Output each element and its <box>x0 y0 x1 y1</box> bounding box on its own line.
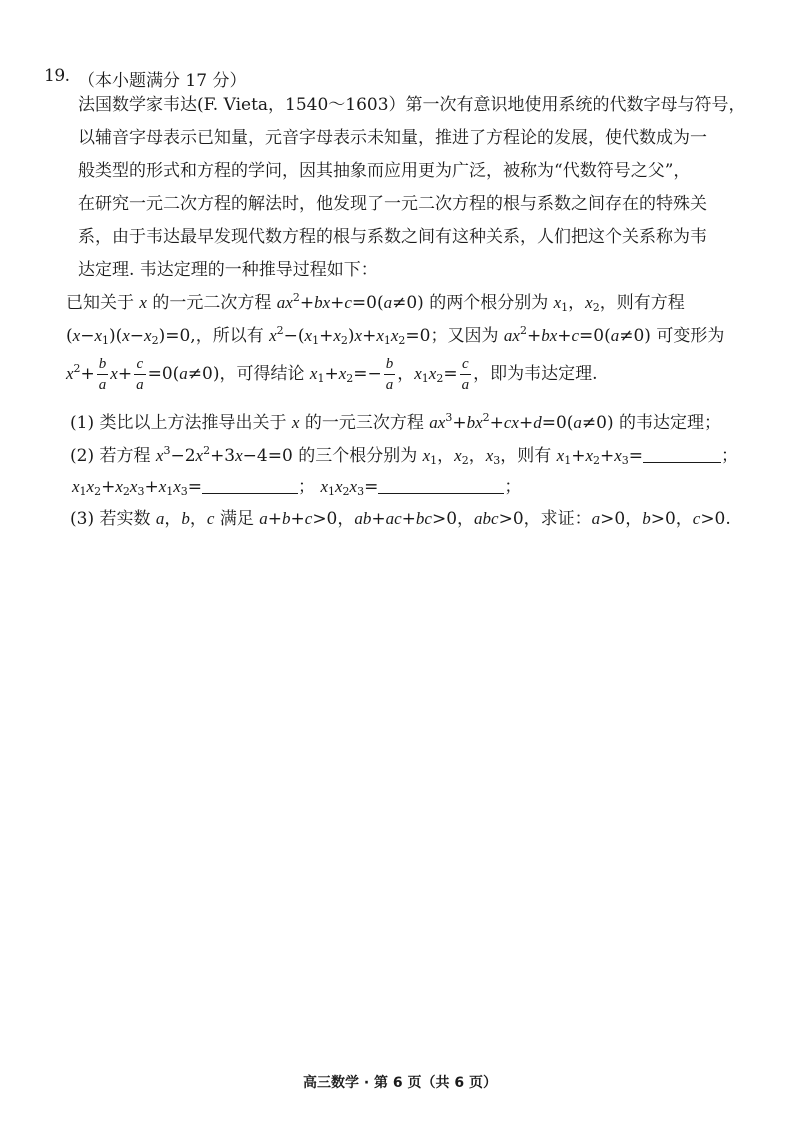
intro-line-1: 法国数学家韦达(F. Vieta，1540～1603）第一次有意识地使用系统的代数字母与符号， <box>78 95 746 115</box>
question-header: （本小题满分 17 分） <box>78 71 247 91</box>
equation-factored: $(x-x_1)(x-x_2)=0$, <box>66 326 196 347</box>
part-label: (1) <box>70 413 95 433</box>
conditions: a+b+c>0，ab+ac+bc>0，abc>0 <box>259 509 524 529</box>
var-x: x <box>139 293 147 312</box>
pair-sum-expr: $x_1x_2+x_2x_3+x_1x_3=$ <box>72 477 203 498</box>
text: 若实数 <box>99 509 156 529</box>
answer-blank-pairs[interactable] <box>202 477 298 494</box>
variables: a，b，c <box>155 509 215 529</box>
part-3 <box>70 506 770 532</box>
vieta-product: $x_1x_2=$ $\frac{c}{a}$ <box>414 356 470 393</box>
equation-cubic: $ax^3+bx^2+cx+d=0(a\ne 0)$ <box>429 411 614 433</box>
text: ； <box>298 477 316 497</box>
part-label: (3) <box>70 509 95 529</box>
text: ； <box>721 446 739 466</box>
conclusion: a>0，b>0，c>0. <box>591 509 731 529</box>
text: 满足 <box>214 509 260 529</box>
text: 的一元三次方程 <box>299 413 430 433</box>
intro-line-6: 达定理. 韦达定理的一种推导过程如下： <box>78 260 378 280</box>
text: ；又因为 <box>430 326 504 346</box>
equation-quadratic: $ax^2+bx+c=0(a\ne 0)$ <box>276 291 424 313</box>
text: ，则有方程 <box>599 293 685 313</box>
intro-line-3: 般类型的形式和方程的学问，因其抽象而应用更为广泛，被称为“代数符号之父”， <box>78 161 691 181</box>
text: 若方程 <box>99 446 156 466</box>
roots: $x_1$，$x_2$ <box>553 293 600 314</box>
answer-blank-product[interactable] <box>378 477 504 494</box>
text: ； <box>504 477 522 497</box>
text: ，可得结论 <box>219 364 310 384</box>
text: ，则有 <box>500 446 557 466</box>
part-label: (2) <box>70 446 95 466</box>
text: 已知关于 <box>66 293 140 313</box>
text: 类比以上方法推导出关于 <box>99 413 292 433</box>
answer-blank-sum[interactable] <box>643 446 721 463</box>
derivation-line-1 <box>66 290 766 316</box>
product-expr: $x_1x_2x_3=$ <box>320 477 379 498</box>
part-1: (1) 类比以上方法推导出关于 x 的一元三次方程 $ax^3+bx^2+cx+d=0(a\ne 0)$ 的韦达定理； <box>70 411 722 433</box>
equation-cubic-specific: $x^3-2x^2+3x-4=0$ <box>155 444 293 466</box>
intro-line-5: 系，由于韦达最早发现代数方程的根与系数之间有这种关系，人们把这个关系称为韦 <box>78 227 707 247</box>
text: 的两个根分别为 <box>423 293 554 313</box>
derivation-line-2 <box>66 323 766 349</box>
intro-line-2: 以辅音字母表示已知量，元音字母表示未知量，推进了方程论的发展，使代数成为一 <box>78 128 707 148</box>
derivation-line-3: $x^2+$ $\frac{b}{a}$ x+ $\frac{c}{a}$ =0(a≠0)，可得结论 $x_1+x_2=-$ $\frac{b}{a}$ ，$x_1x_2=$ $\frac{c}{a}$ ，即为韦达定理. <box>66 356 598 393</box>
equation-expanded: $x^2-(x_1+x_2)x+x_1x_2=0$ <box>269 324 431 347</box>
text: ，所以有 <box>195 326 270 346</box>
vieta-sum: $x_1+x_2=-$ $\frac{b}{a}$ <box>309 356 394 393</box>
page-footer: 高三数学 · 第 6 页（共 6 页） <box>302 1075 498 1091</box>
equation-normalized: $x^2+$ $\frac{b}{a}$ x+ $\frac{c}{a}$ =0(a≠0) <box>66 356 220 393</box>
text: ，即为韦达定理. <box>473 364 598 384</box>
question-number: 19. <box>44 66 70 86</box>
sum-expr: $x_1+x_2+x_3=$ <box>556 446 644 467</box>
roots-3: $x_1$，$x_2$，$x_3$ <box>422 446 501 467</box>
equation-quadratic-2: $ax^2+bx+c=0(a\ne 0)$ <box>503 324 651 346</box>
text: ，求证： <box>523 509 592 529</box>
part-2 <box>70 443 770 469</box>
intro-line-4: 在研究一元二次方程的解法时，他发现了一元二次方程的根与系数之间存在的特殊关 <box>78 194 707 214</box>
text: 的一元二次方程 <box>146 293 277 313</box>
part-2-line-2 <box>72 474 772 500</box>
text: 的韦达定理； <box>613 413 722 433</box>
text: 可变形为 <box>650 326 725 346</box>
text: 的三个根分别为 <box>292 446 423 466</box>
